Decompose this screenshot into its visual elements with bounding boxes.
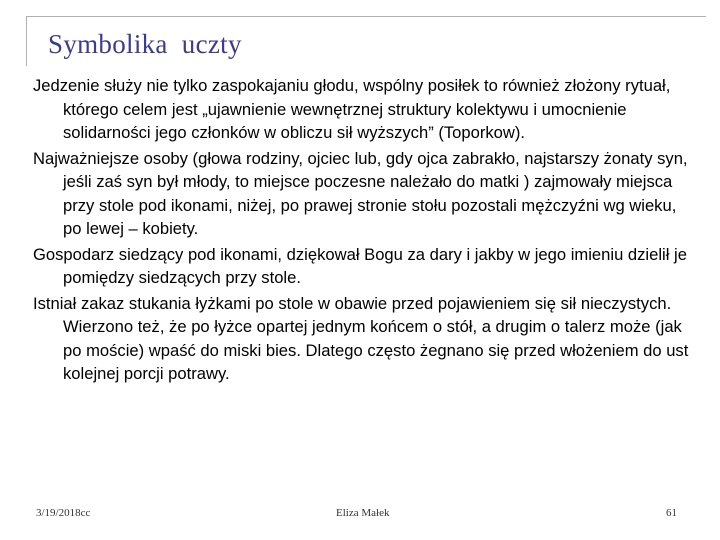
footer-author: Eliza Małek	[336, 507, 390, 519]
title-frame-left-line	[26, 16, 27, 66]
footer-page-number: 61	[666, 507, 677, 519]
paragraph: Jedzenie służy nie tylko zaspokajaniu głodu, wspólny posiłek to również złożony rytuał, którego celem jest „ujawnienie wewnętrznej struktury kolektywu i umocnienie solidarności jego członków w obliczu sił wyższych” (Toporkow).	[33, 76, 671, 142]
paragraph: Istniał zakaz stukania łyżkami po stole w obawie przed pojawieniem się sił nieczystych. Wierzono też, że po łyżce opartej jednym końcem o stół, a drugim o talerz może (jak po moście) wpaść do miski bies. Dlatego często żegnano się przed włożeniem do ust kolejnej porcji potrawy.	[33, 293, 689, 383]
title-frame-top-line	[26, 16, 706, 17]
paragraph: Najważniejsze osoby (głowa rodziny, ojciec lub, gdy ojca zabrakło, najstarszy żonaty syn, jeśli zaś syn był młody, to miejsce poczesne należało do matki ) zajmowały miejsca przy stole pod ikonami, niżej, po prawej stronie stołu pozostali mężczyźni wg wieku, po lewej – kobiety.	[33, 148, 688, 238]
slide-title: Symbolika uczty	[48, 29, 242, 59]
title-frame	[26, 16, 706, 66]
paragraph: Gospodarz siedzący pod ikonami, dziękował Bogu za dary i jakby w jego imieniu dzielił je pomiędzy siedzących przy stole.	[33, 244, 687, 287]
footer-date: 3/19/2018cc	[36, 507, 91, 519]
slide-body	[33, 74, 693, 388]
